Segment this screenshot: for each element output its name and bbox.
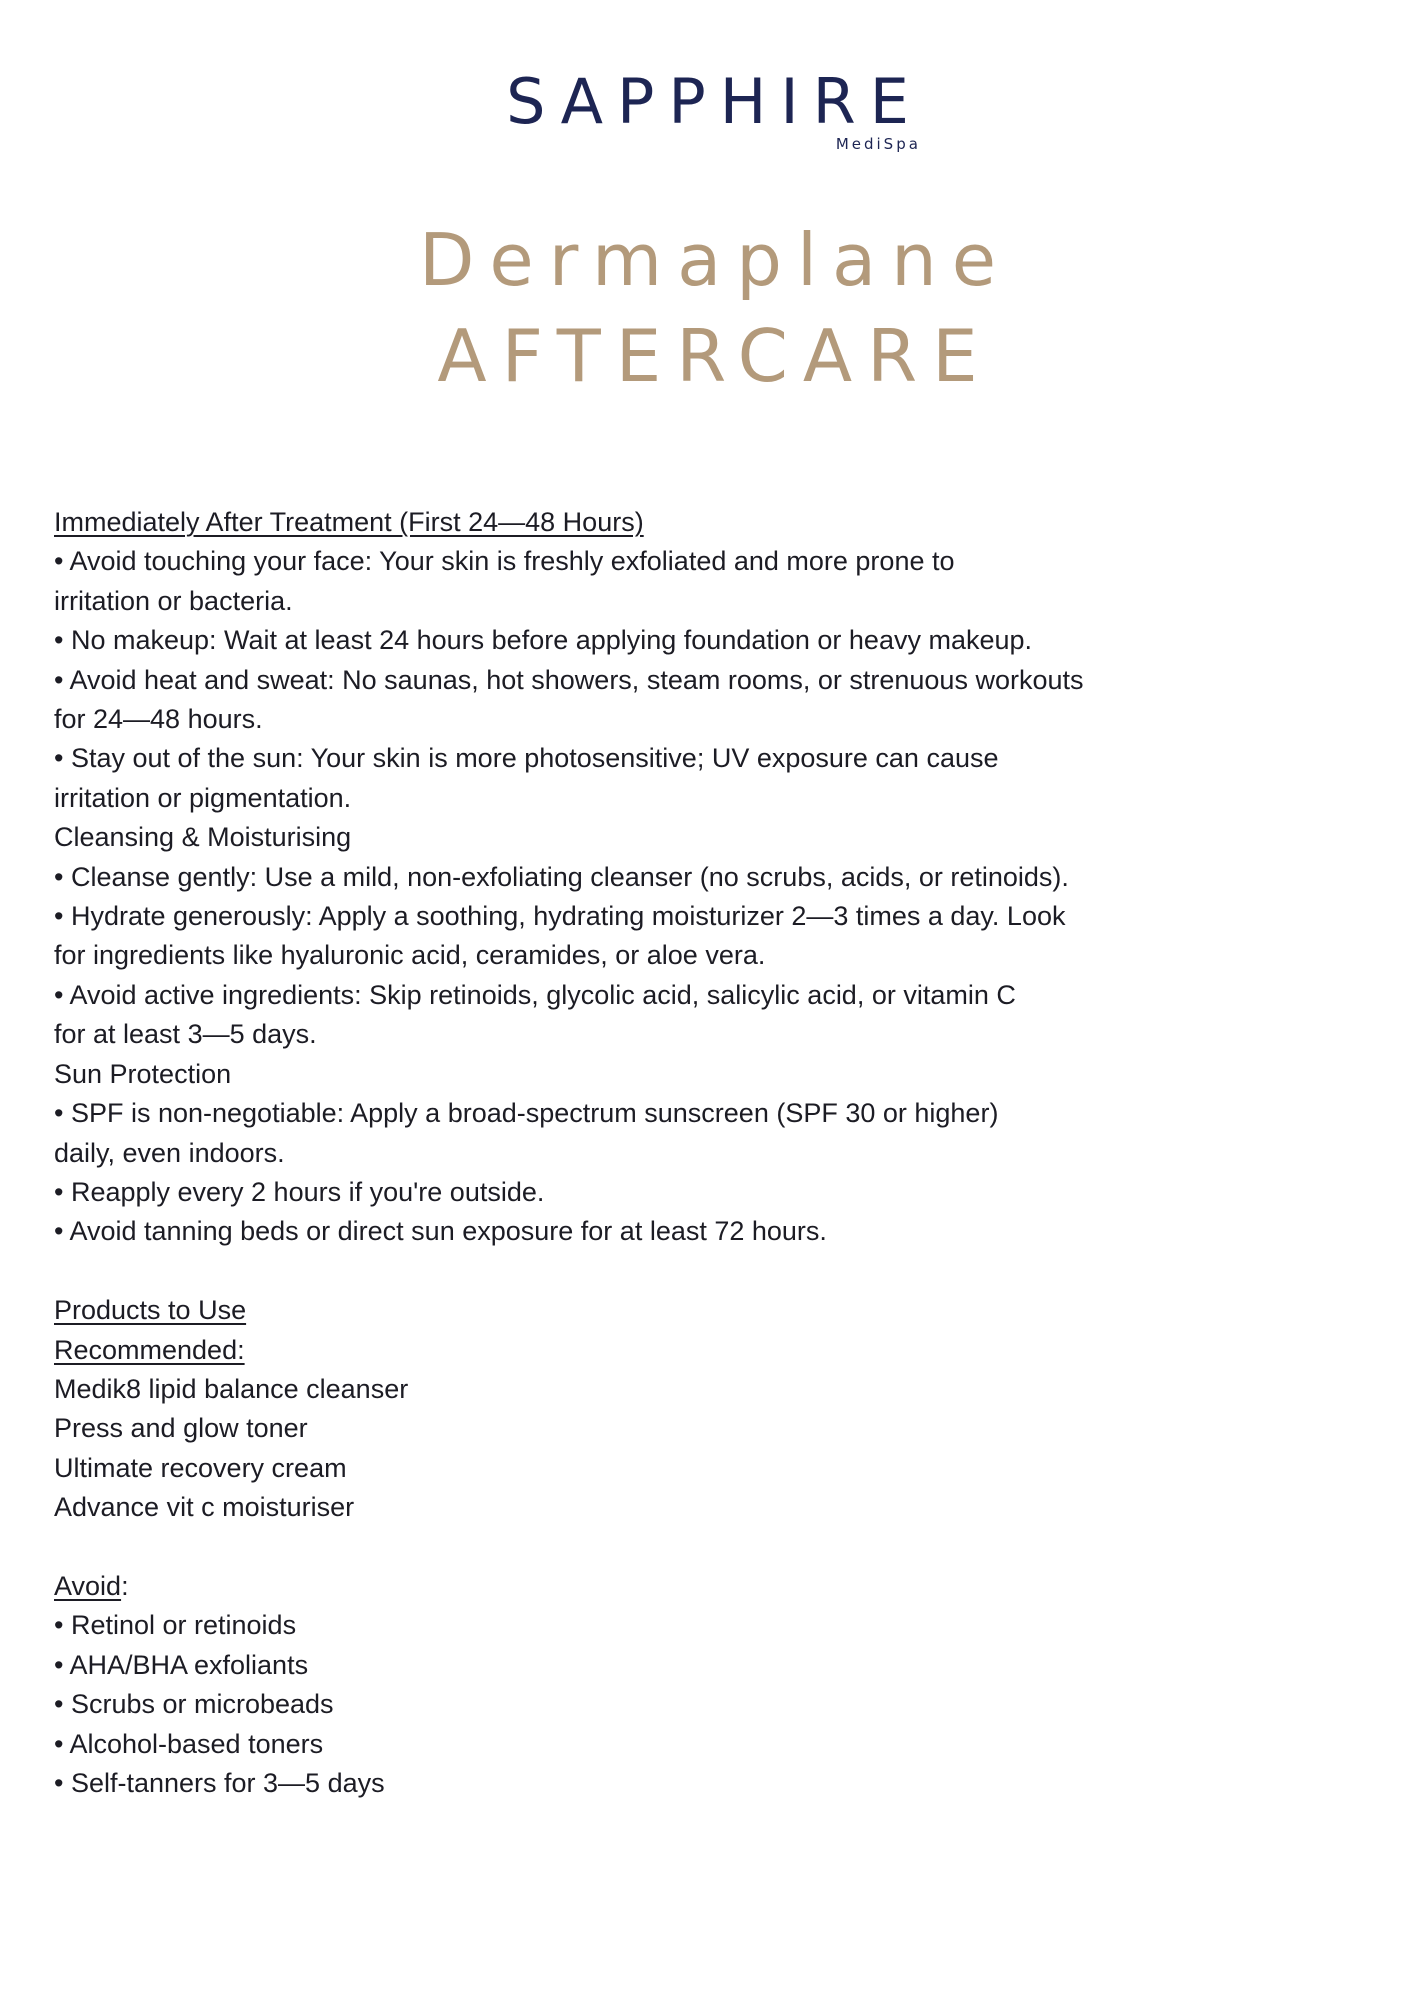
list-item: • Stay out of the sun: Your skin is more photosensitive; UV exposure can cause — [54, 743, 999, 774]
section-heading-cleansing: Cleansing & Moisturising — [54, 822, 352, 853]
list-item: • SPF is non-negotiable: Apply a broad-spectrum sunscreen (SPF 30 or higher) — [54, 1098, 999, 1129]
section-sun-protection — [54, 1055, 1374, 1252]
title-line-2: AFTERCARE — [437, 314, 993, 398]
list-item: • Alcohol-based toners — [54, 1728, 324, 1759]
list-item: • Avoid heat and sweat: No saunas, hot showers, steam rooms, or strenuous workouts — [54, 664, 1084, 695]
avoid-heading: Avoid — [54, 1570, 122, 1601]
recommended-heading: Recommended: — [54, 1334, 245, 1365]
section-heading-sun: Sun Protection — [54, 1058, 232, 1089]
list-item: Medik8 lipid balance cleanser — [54, 1373, 409, 1404]
list-item: irritation or bacteria. — [54, 585, 293, 616]
list-item: Press and glow toner — [54, 1413, 308, 1444]
list-item: • Cleanse gently: Use a mild, non-exfoliating cleanser (no scrubs, acids, or retinoids). — [54, 861, 1069, 892]
section-products — [54, 1291, 1374, 1803]
title-line-1: Dermaplane — [418, 218, 1012, 302]
list-item: for 24—48 hours. — [54, 704, 263, 735]
logo — [0, 62, 1415, 153]
section-heading-immediate: Immediately After Treatment (First 24—48 Hours) — [54, 507, 644, 537]
list-item: irritation or pigmentation. — [54, 782, 352, 813]
logo-subtitle: MediSpa — [835, 135, 921, 153]
section-heading-products: Products to Use — [54, 1295, 247, 1326]
list-item: Ultimate recovery cream — [54, 1452, 347, 1483]
list-item: • No makeup: Wait at least 24 hours before applying foundation or heavy makeup. — [54, 625, 1033, 656]
list-item: • Avoid active ingredients: Skip retinoids, glycolic acid, salicylic acid, or vitamin C — [54, 979, 1016, 1010]
list-item: • Avoid tanning beds or direct sun exposure for at least 72 hours. — [54, 1216, 827, 1247]
aftercare-content — [54, 503, 1374, 1803]
avoid-heading-colon: : — [121, 1570, 129, 1601]
list-item: • Avoid touching your face: Your skin is freshly exfoliated and more prone to — [54, 546, 955, 577]
list-item: daily, even indoors. — [54, 1137, 285, 1168]
list-item: • AHA/BHA exfoliants — [54, 1649, 309, 1680]
list-item: • Self-tanners for 3—5 days — [54, 1767, 385, 1798]
section-cleansing — [54, 818, 1374, 1054]
list-item: for ingredients like hyaluronic acid, ceramides, or aloe vera. — [54, 940, 766, 971]
list-item: • Retinol or retinoids — [54, 1610, 297, 1641]
list-item: • Scrubs or microbeads — [54, 1689, 334, 1720]
logo-name — [492, 62, 923, 153]
list-item: • Hydrate generously: Apply a soothing, hydrating moisturizer 2—3 times a day. Look — [54, 901, 1066, 932]
spacer — [54, 1252, 1374, 1291]
list-item: for at least 3—5 days. — [54, 1019, 317, 1050]
document-title — [0, 212, 1415, 404]
logo-name-text: SAPPHIRE — [506, 65, 923, 138]
section-immediate — [54, 503, 1374, 818]
list-item: Advance vit c moisturiser — [54, 1492, 355, 1523]
spacer — [54, 1528, 1374, 1567]
list-item: • Reapply every 2 hours if you're outside. — [54, 1176, 545, 1207]
